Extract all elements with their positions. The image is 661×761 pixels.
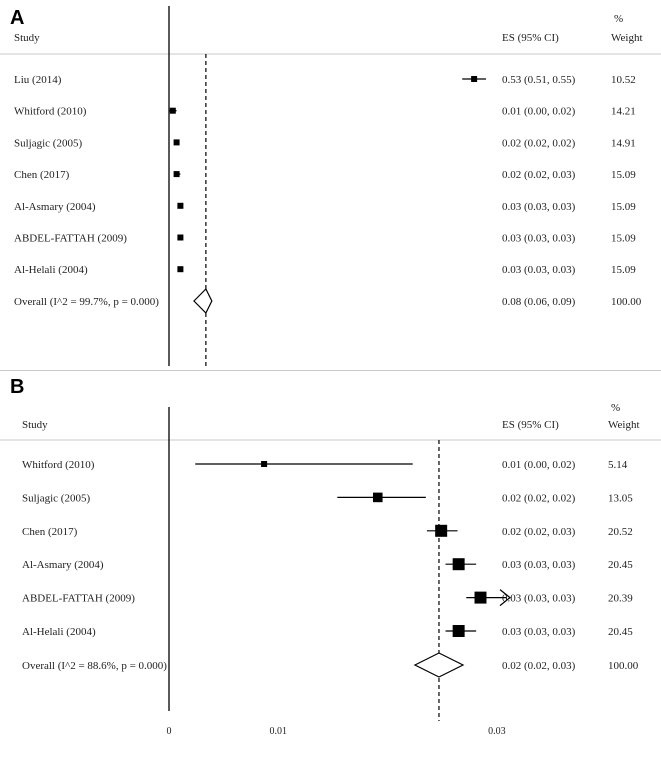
study-point	[453, 625, 465, 637]
header-weight: Weight	[608, 419, 640, 431]
study-weight: 20.45	[608, 559, 633, 572]
study-point	[170, 108, 176, 114]
panel-label: B	[10, 376, 25, 398]
study-ci-text: 0.02 (0.02, 0.03)	[502, 169, 576, 182]
study-name: Chen (2017)	[14, 169, 70, 182]
study-weight: 20.45	[608, 626, 633, 638]
study-weight: 14.21	[611, 105, 636, 118]
overall-diamond	[194, 289, 212, 313]
study-weight: 15.09	[611, 200, 636, 213]
study-ci-text: 0.03 (0.03, 0.03)	[502, 592, 576, 605]
study-ci-text: 0.03 (0.03, 0.03)	[502, 264, 576, 277]
study-ci-text: 0.02 (0.02, 0.02)	[502, 492, 576, 505]
study-point	[373, 493, 383, 503]
study-point	[174, 171, 180, 177]
x-tick-label: 0	[166, 726, 172, 737]
study-ci-text: 0.03 (0.03, 0.03)	[502, 559, 576, 572]
x-tick-label: 0.01	[269, 726, 288, 737]
overall-ci-text: 0.08 (0.06, 0.09)	[502, 296, 576, 308]
header-study: Study	[14, 32, 40, 44]
study-name: Liu (2014)	[14, 74, 62, 86]
study-name: ABDEL-FATTAH (2009)	[14, 232, 127, 245]
study-weight: 20.52	[608, 525, 633, 538]
study-weight: 15.09	[611, 169, 636, 182]
study-weight: 10.52	[611, 74, 636, 86]
forest-plot-b	[0, 370, 661, 761]
study-ci-text: 0.02 (0.02, 0.02)	[502, 137, 576, 150]
study-name: Whitford (2010)	[22, 459, 95, 471]
study-point	[177, 203, 183, 209]
study-name: Al-Helali (2004)	[22, 626, 96, 638]
overall-label: Overall (I^2 = 88.6%, p = 0.000)	[22, 660, 167, 672]
study-weight: 15.09	[611, 264, 636, 277]
study-name: Al-Asmary (2004)	[22, 559, 104, 572]
study-name: Chen (2017)	[22, 525, 78, 538]
study-point	[174, 139, 180, 145]
study-ci-text: 0.03 (0.03, 0.03)	[502, 626, 576, 638]
study-name: Suljagic (2005)	[14, 137, 83, 150]
header-es: ES (95% CI)	[502, 419, 559, 431]
study-weight: 13.05	[608, 492, 633, 505]
study-name: ABDEL-FATTAH (2009)	[22, 592, 135, 605]
study-ci-text: 0.02 (0.02, 0.03)	[502, 525, 576, 538]
study-name: Suljagic (2005)	[22, 492, 91, 505]
study-ci-text: 0.01 (0.00, 0.02)	[502, 459, 576, 471]
header-weight: Weight	[611, 32, 643, 44]
header-es: ES (95% CI)	[502, 32, 559, 44]
study-name: Al-Asmary (2004)	[14, 200, 96, 213]
study-ci-text: 0.03 (0.03, 0.03)	[502, 232, 576, 245]
study-point	[475, 592, 487, 604]
overall-weight: 100.00	[611, 296, 642, 308]
study-weight: 15.09	[611, 232, 636, 245]
study-name: Al-Helali (2004)	[14, 264, 88, 277]
study-point	[177, 235, 183, 241]
study-point	[261, 461, 267, 467]
study-ci-text: 0.53 (0.51, 0.55)	[502, 74, 576, 86]
study-point	[435, 525, 447, 537]
overall-diamond	[415, 653, 463, 677]
study-weight: 20.39	[608, 592, 633, 605]
overall-ci-text: 0.02 (0.02, 0.03)	[502, 660, 576, 672]
header-weight-pct: %	[614, 13, 624, 25]
study-name: Whitford (2010)	[14, 105, 87, 118]
study-weight: 5.14	[608, 459, 628, 471]
study-ci-text: 0.01 (0.00, 0.02)	[502, 105, 576, 118]
study-point	[177, 266, 183, 272]
study-ci-text: 0.03 (0.03, 0.03)	[502, 200, 576, 213]
study-weight: 14.91	[611, 137, 636, 150]
overall-weight: 100.00	[608, 660, 639, 672]
panel-label: A	[10, 7, 25, 29]
forest-plot-b-svg	[0, 371, 661, 761]
header-weight-pct: %	[611, 402, 621, 414]
forest-plot-a-svg	[0, 0, 661, 370]
header-study: Study	[22, 419, 48, 431]
forest-plot-a	[0, 0, 661, 370]
x-tick-label: 0.03	[488, 726, 506, 737]
study-point	[453, 558, 465, 570]
study-point	[471, 76, 477, 82]
overall-label: Overall (I^2 = 99.7%, p = 0.000)	[14, 296, 159, 308]
